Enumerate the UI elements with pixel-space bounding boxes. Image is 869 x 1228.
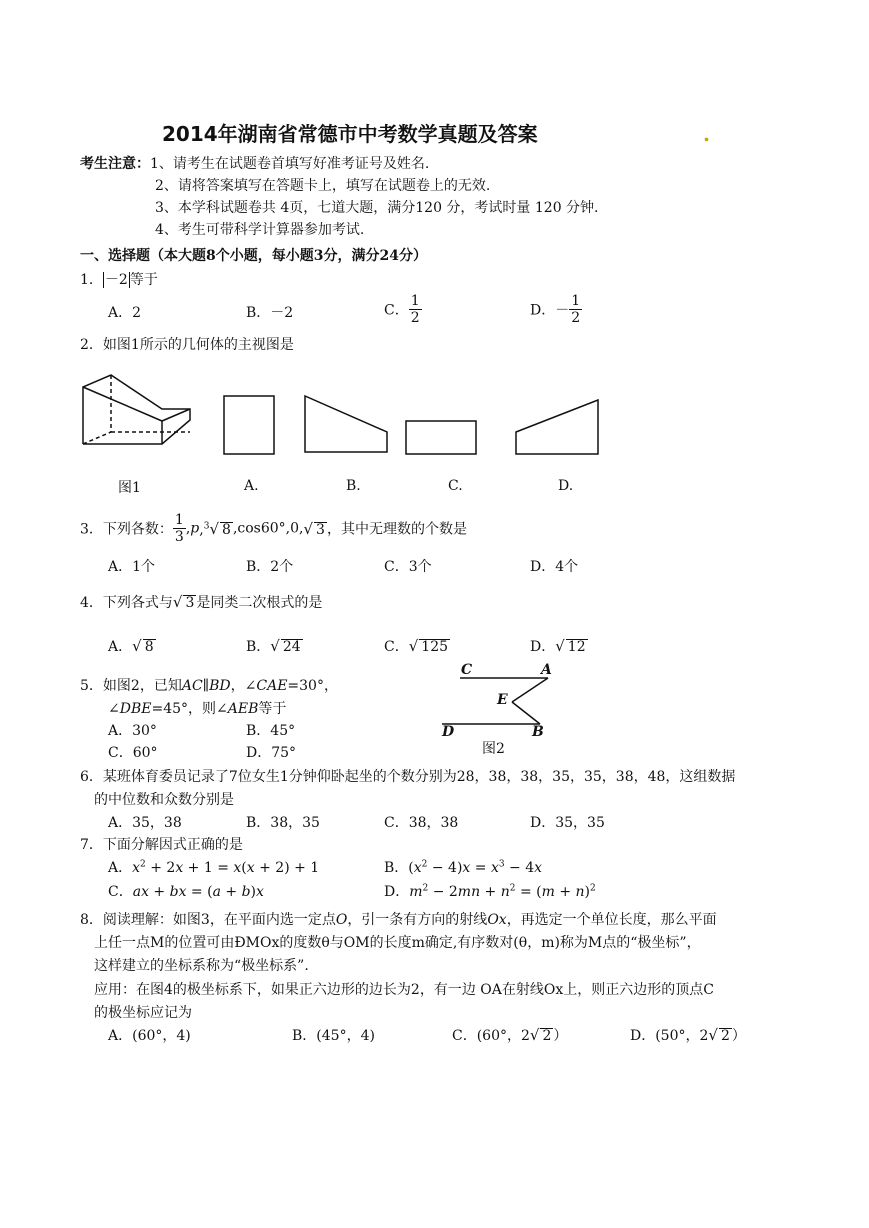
decorative-dot: . (703, 122, 710, 146)
q8-line3: 这样建立的坐标系称为“极坐标系”. (94, 958, 309, 974)
q7-option-c: C．ax + bx = (a + b)x (108, 884, 264, 900)
fig2-label-d: D (442, 724, 455, 740)
q8-option-b: B．(45°，4) (292, 1028, 375, 1044)
q8-option-a: A．(60°，4) (108, 1028, 191, 1044)
q1-abs: －2 (104, 272, 128, 288)
q6-option-d: D．35，35 (530, 815, 605, 831)
page-title: 2014年湖南省常德市中考数学真题及答案 (162, 122, 538, 146)
q1-text: 等于 (129, 272, 158, 288)
notice-item-1: 1、请考生在试题卷首填写好准考证号及姓名. (150, 156, 430, 172)
q2-label-d: D. (558, 478, 574, 494)
q6-stem-line2: 的中位数和众数分别是 (94, 792, 234, 808)
q1-option-a: A．2 (108, 305, 142, 321)
q5-option-c: C．60° (108, 745, 158, 761)
q2-label-a: A. (244, 478, 259, 494)
q8-line4: 应用：在图4的极坐标系下，如果正六边形的边长为2，有一边 OA在射线Ox上，则正六边形的顶点C (94, 982, 714, 998)
q1-option-b: B．－2 (246, 305, 294, 321)
q1-num: 1． (80, 272, 103, 288)
q6-stem-line1: 6．某班体育委员记录了7位女生1分钟仰卧起坐的个数分别为28，38，38，35，35，38，48，这组数据 (80, 769, 736, 785)
fig2-label-c: C (461, 662, 473, 678)
q2-label-c: C. (448, 478, 463, 494)
q5-option-b: B．45° (246, 723, 296, 739)
q4-option-d: D．√ 12 (530, 637, 586, 655)
q4-option-b: B．√ 24 (246, 637, 301, 655)
q5-option-d: D．75° (246, 745, 297, 761)
fig2-label-b: B (532, 724, 544, 740)
q5-option-a: A．30° (108, 723, 157, 739)
q3-option-a: A．1个 (108, 559, 156, 575)
q2-stem: 2．如图1所示的几何体的主视图是 (80, 337, 294, 353)
q8-line5: 的极坐标应记为 (94, 1005, 192, 1021)
q2-label-b: B. (346, 478, 361, 494)
q4-option-c: C．√ 125 (384, 637, 449, 655)
q8-option-d: D．(50°，2√ 2 ） (630, 1026, 746, 1044)
q7-option-a: A．$x^2 + 2x + 1 = x(x + 2) + 1$ (108, 859, 320, 876)
q8-option-c: C．(60°，2√ 2 ） (452, 1026, 568, 1044)
q8-line1: 8．阅读理解：如图3，在平面内选一定点O，引一条有方向的射线Ox，再选定一个单位长度，那么平面 (80, 912, 717, 928)
fig2-label-e: E (497, 692, 508, 708)
fig2-caption: 图2 (482, 741, 505, 757)
q1-option-c: C． $\frac{1}{2}$ (384, 293, 420, 326)
q3-stem: 3．下列各数： $\frac{1}{3}$ ,p,$^3$√ 8 ,cos60°,0,√ 3 ，其中无理数的个数是 (80, 512, 467, 545)
q6-option-c: C．38，38 (384, 815, 459, 831)
q6-option-a: A．35，38 (108, 815, 182, 831)
notice-item-4: 4、考生可带科学计算器参加考试. (155, 222, 365, 238)
q5-stem-line1: 5．如图2，已知AC∥BD，∠CAE=30°， (80, 678, 338, 694)
q7-stem: 7．下面分解因式正确的是 (80, 837, 243, 853)
q5-stem-line2: ∠DBE=45°，则∠AEB等于 (108, 701, 287, 717)
notice-item-3: 3、本学科试题卷共 4页，七道大题，满分120 分，考试时量 120 分钟. (155, 200, 599, 216)
q4-stem: 4．下列各式与√ 3 是同类二次根式的是 (80, 593, 323, 611)
section-heading: 一、选择题（本大题8个小题，每小题3分，满分24分） (80, 248, 427, 264)
notice-label: 考生注意： (80, 156, 150, 172)
q1-option-d: D．－ $\frac{1}{2}$ (530, 293, 581, 326)
fig1-caption: 图1 (118, 480, 141, 496)
q3-option-c: C．3个 (384, 559, 432, 575)
q7-option-d: D．$m^2 - 2mn + n^2 = (m + n)^2$ (384, 883, 596, 900)
q3-option-d: D．4个 (530, 559, 579, 575)
q7-option-b: B．$(x^2 - 4)x = x^3 - 4x$ (384, 859, 543, 876)
q6-option-b: B．38，35 (246, 815, 320, 831)
q3-option-b: B．2个 (246, 559, 294, 575)
fig2-label-a: A (541, 662, 552, 678)
notice-item-2: 2、请将答案填写在答题卡上，填写在试题卷上的无效. (155, 178, 491, 194)
q8-line2: 上任一点M的位置可由ÐMOx的度数θ与OM的长度m确定,有序数对(θ，m)称为M点的“极坐标”， (94, 935, 701, 951)
q4-option-a: A．√ 8 (108, 637, 154, 655)
